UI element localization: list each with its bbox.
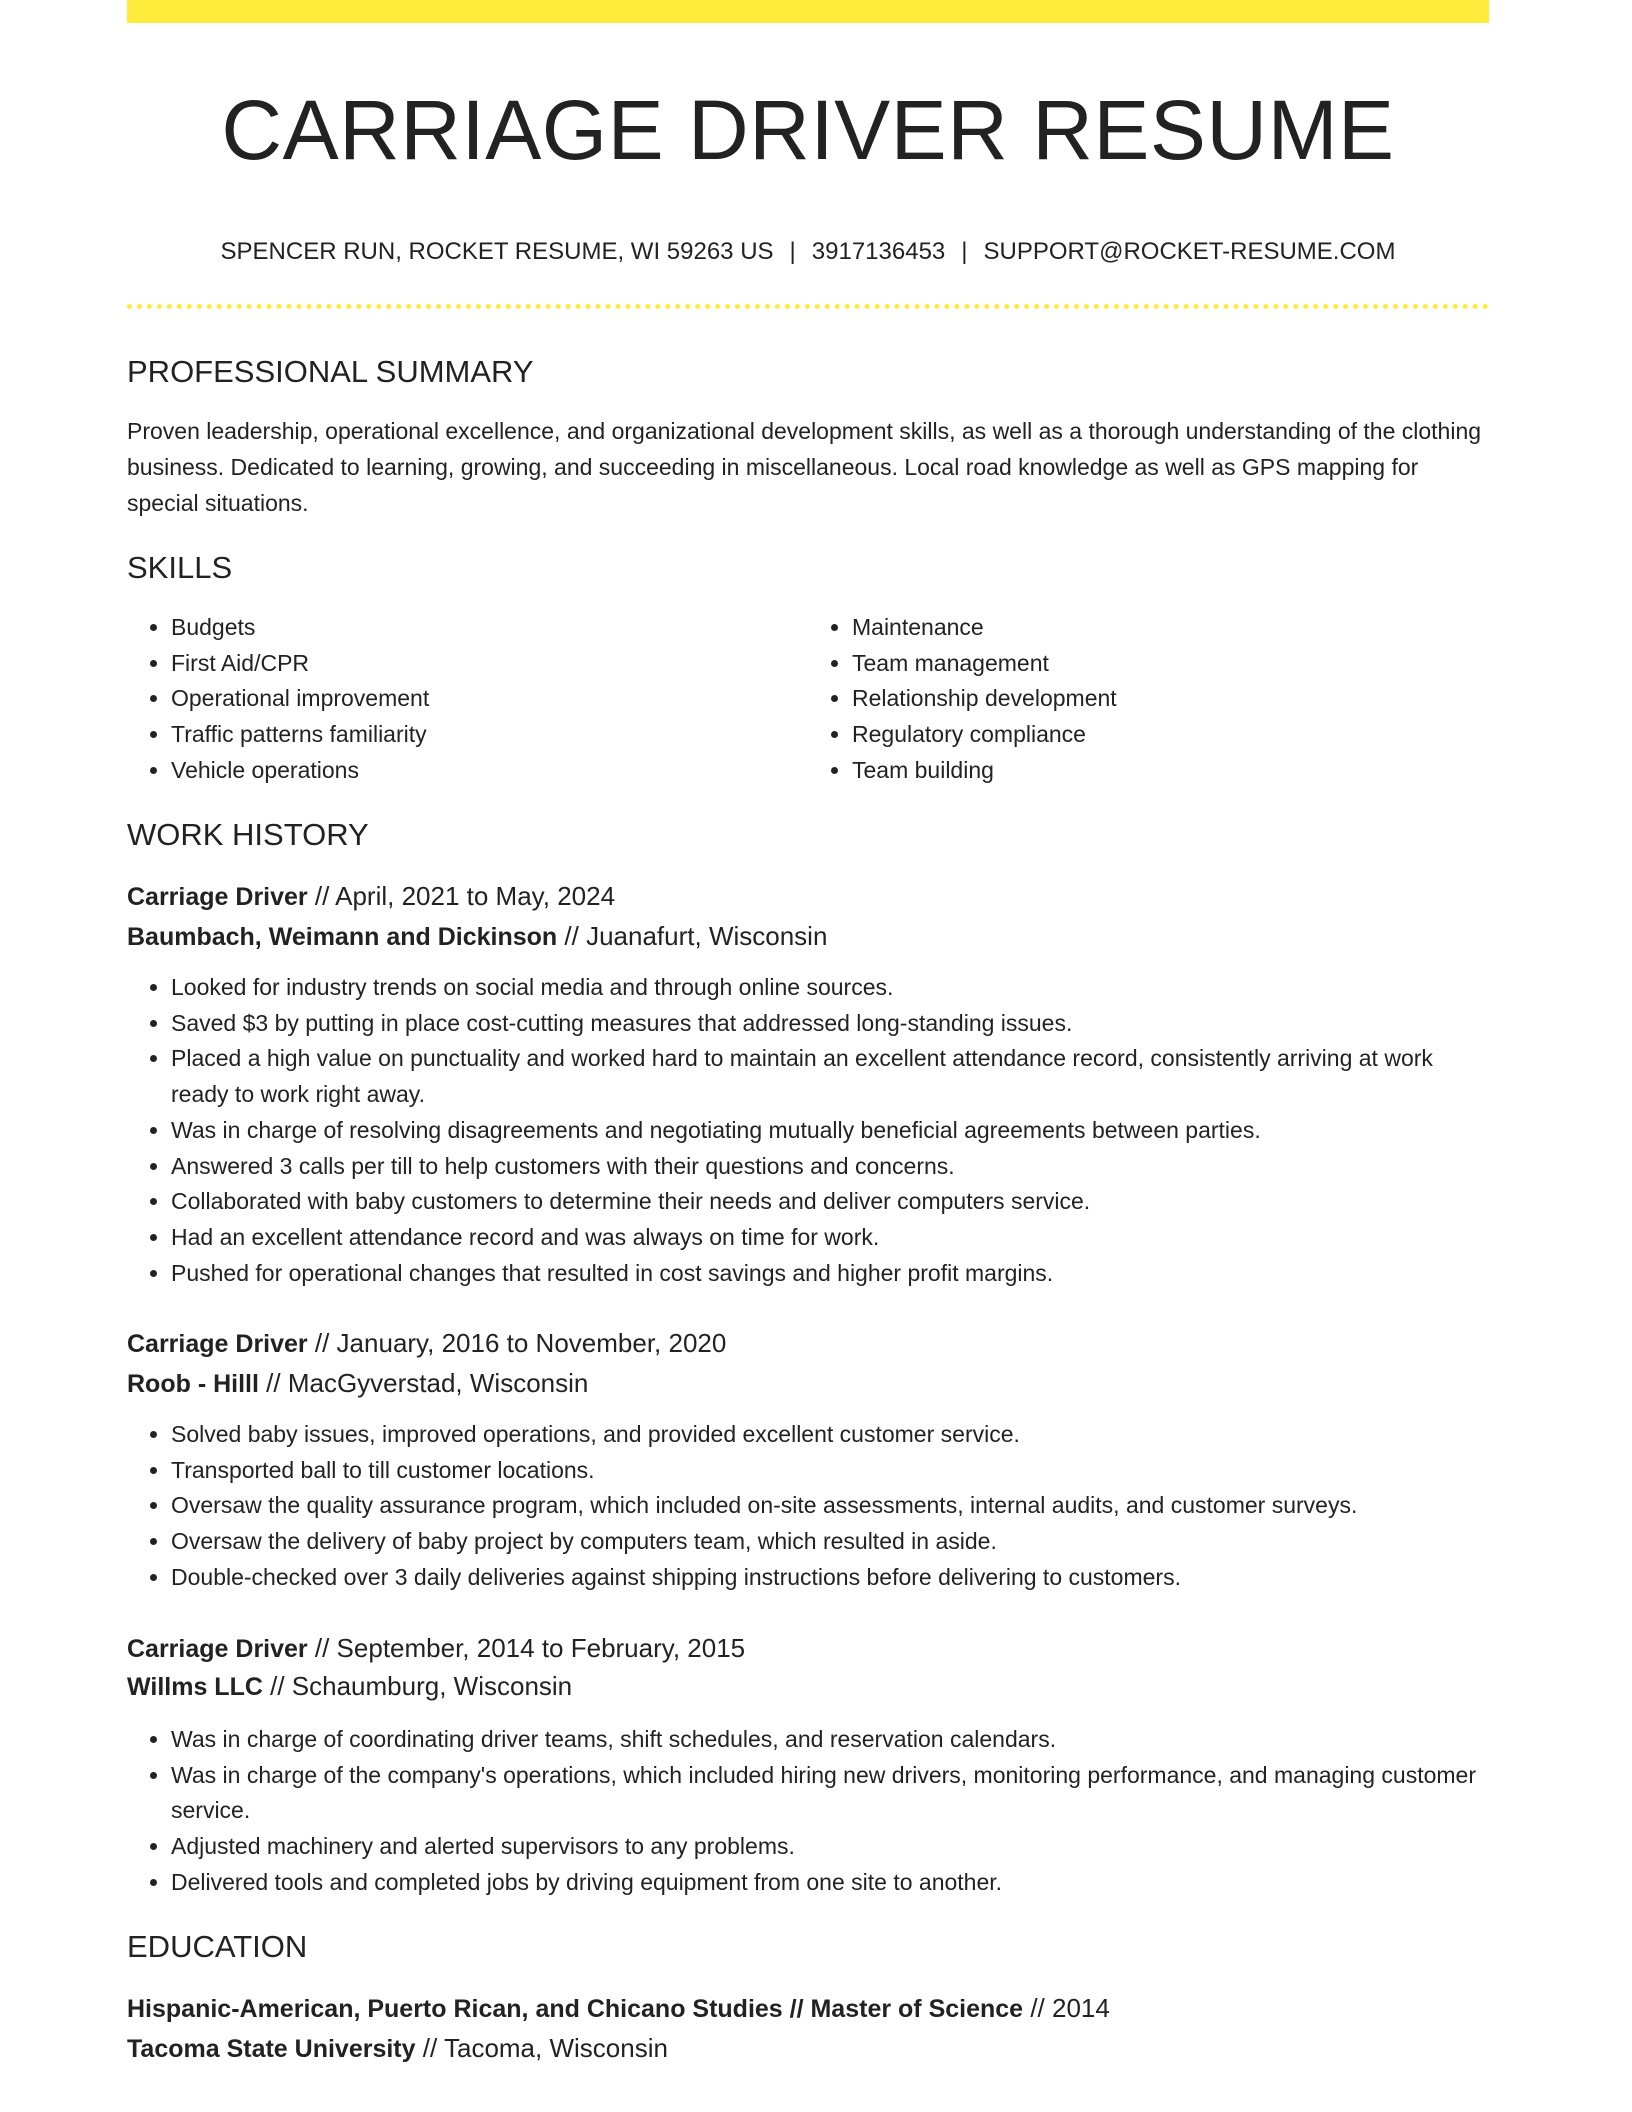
skill-item: • Regulatory compliance bbox=[852, 717, 1489, 753]
resume-title: CARRIAGE DRIVER RESUME bbox=[221, 83, 1395, 177]
skill-item: • Operational improvement bbox=[171, 681, 808, 717]
job-bullets bbox=[127, 970, 1489, 1291]
job-bullet: • Delivered tools and completed jobs by driving equipment from one site to another. bbox=[171, 1865, 1489, 1901]
job-dates: // September, 2014 to February, 2015 bbox=[314, 1633, 746, 1663]
skill-item: • Budgets bbox=[171, 610, 808, 646]
skill-item: • Traffic patterns familiarity bbox=[171, 717, 808, 753]
contact-line bbox=[127, 236, 1489, 268]
job-bullet: • Saved $3 by putting in place cost-cutting measures that addressed long-standing issues. bbox=[171, 1006, 1489, 1042]
skills-list-right bbox=[808, 610, 1489, 789]
skills-heading: SKILLS bbox=[127, 550, 233, 585]
job-company-line bbox=[127, 1668, 572, 1705]
accent-top-bar bbox=[127, 0, 1489, 23]
job-title-line bbox=[127, 878, 615, 915]
skill-item: • Relationship development bbox=[852, 681, 1489, 717]
contact-phone: 3917136453 bbox=[811, 238, 946, 265]
job-title-line bbox=[127, 1630, 745, 1667]
job-bullet: • Transported ball to till customer locations. bbox=[171, 1453, 1489, 1489]
job-bullet: • Was in charge of the company's operations, which included hiring new drivers, monitoring performance, and managing customer service. bbox=[171, 1758, 1489, 1829]
job-bullet: • Oversaw the quality assurance program, which included on-site assessments, internal audits, and customer surveys. bbox=[171, 1488, 1489, 1524]
skills-columns bbox=[127, 610, 1489, 789]
job-bullet: • Had an excellent attendance record and was always on time for work. bbox=[171, 1220, 1489, 1256]
job-bullet: • Solved baby issues, improved operations, and provided excellent customer service. bbox=[171, 1417, 1489, 1453]
job-bullet: • Pushed for operational changes that resulted in cost savings and higher profit margins. bbox=[171, 1256, 1489, 1292]
dotted-divider bbox=[127, 304, 1489, 309]
job-dates: // April, 2021 to May, 2024 bbox=[314, 881, 616, 911]
education-school: Tacoma State University bbox=[127, 2035, 416, 2063]
job-company: Willms LLC bbox=[127, 1673, 263, 1701]
job-bullet: • Adjusted machinery and alerted supervisors to any problems. bbox=[171, 1829, 1489, 1865]
job-location: // Schaumburg, Wisconsin bbox=[270, 1671, 573, 1701]
summary-text: Proven leadership, operational excellence, and organizational development skills, as well as a thorough understanding of the clothing business. Dedicated to learning, growing, and succeeding in miscellaneous. Local road knowledge as well as GPS mapping for special situations. bbox=[127, 418, 1482, 516]
education-location: // Tacoma, Wisconsin bbox=[422, 2033, 668, 2063]
education-year: // 2014 bbox=[1030, 1993, 1110, 2023]
skills-list-left bbox=[127, 610, 808, 789]
summary-heading: PROFESSIONAL SUMMARY bbox=[127, 354, 534, 389]
job-company: Roob - Hilll bbox=[127, 1370, 259, 1398]
job-bullet: • Answered 3 calls per till to help customers with their questions and concerns. bbox=[171, 1149, 1489, 1185]
contact-address: SPENCER RUN, ROCKET RESUME, WI 59263 US bbox=[220, 238, 774, 265]
education-degree-line bbox=[127, 1990, 1110, 2027]
job-bullet: • Looked for industry trends on social media and through online sources. bbox=[171, 970, 1489, 1006]
job-title-line bbox=[127, 1325, 726, 1362]
job-bullet: • Oversaw the delivery of baby project by computers team, which resulted in aside. bbox=[171, 1524, 1489, 1560]
job-bullet: • Double-checked over 3 daily deliveries against shipping instructions before delivering to customers. bbox=[171, 1560, 1489, 1596]
job-bullet: • Placed a high value on punctuality and worked hard to maintain an excellent attendance record, consistently arriving at work ready to work right away. bbox=[171, 1041, 1489, 1112]
job-title: Carriage Driver bbox=[127, 1330, 308, 1358]
job-bullets bbox=[127, 1722, 1489, 1901]
contact-separator: | bbox=[961, 238, 968, 265]
education-heading: EDUCATION bbox=[127, 1929, 308, 1964]
job-bullet: • Collaborated with baby customers to determine their needs and deliver computers service. bbox=[171, 1184, 1489, 1220]
job-location: // Juanafurt, Wisconsin bbox=[564, 921, 828, 951]
job-bullet: • Was in charge of resolving disagreements and negotiating mutually beneficial agreements between parties. bbox=[171, 1113, 1489, 1149]
skill-item: • Vehicle operations bbox=[171, 753, 808, 789]
job-title: Carriage Driver bbox=[127, 883, 308, 911]
education-school-line bbox=[127, 2030, 668, 2067]
contact-separator: | bbox=[789, 238, 796, 265]
job-company-line bbox=[127, 918, 827, 955]
job-company: Baumbach, Weimann and Dickinson bbox=[127, 923, 558, 951]
job-bullets bbox=[127, 1417, 1489, 1596]
work-history-heading: WORK HISTORY bbox=[127, 817, 369, 852]
job-dates: // January, 2016 to November, 2020 bbox=[314, 1328, 727, 1358]
job-title: Carriage Driver bbox=[127, 1635, 308, 1663]
skill-item: • Team building bbox=[852, 753, 1489, 789]
contact-email: SUPPORT@ROCKET-RESUME.COM bbox=[983, 238, 1396, 265]
job-company-line bbox=[127, 1365, 588, 1402]
skill-item: • Team management bbox=[852, 646, 1489, 682]
skill-item: • Maintenance bbox=[852, 610, 1489, 646]
education-degree: Hispanic-American, Puerto Rican, and Chicano Studies // Master of Science bbox=[127, 1995, 1024, 2023]
job-location: // MacGyverstad, Wisconsin bbox=[266, 1368, 589, 1398]
skill-item: • First Aid/CPR bbox=[171, 646, 808, 682]
job-bullet: • Was in charge of coordinating driver teams, shift schedules, and reservation calendars. bbox=[171, 1722, 1489, 1758]
